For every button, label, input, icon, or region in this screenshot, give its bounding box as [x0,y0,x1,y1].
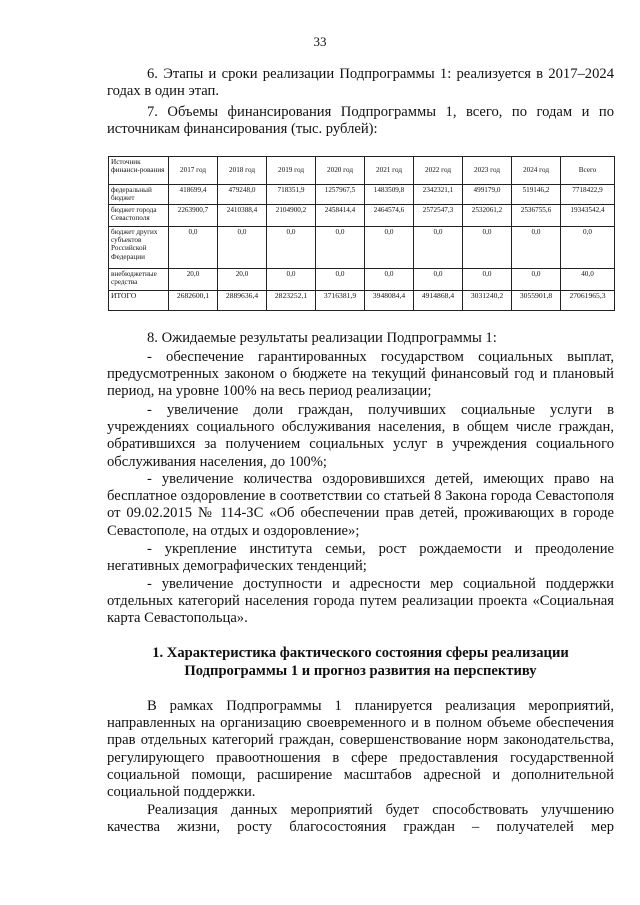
table-header-cell: 2022 год [414,157,463,185]
item-8-results: 8. Ожидаемые результаты реализации Подпрограммы 1: [147,330,497,346]
table-cell: 418699,4 [169,185,218,205]
table-cell: 0,0 [267,227,316,269]
table-header-cell: 2024 год [512,157,561,185]
table-cell: 0,0 [365,269,414,291]
table-cell: 7718422,9 [561,185,615,205]
table-cell: 479248,0 [218,185,267,205]
table-cell: федеральный бюджет [109,185,169,205]
table-cell: 2410388,4 [218,205,267,227]
table-cell: 0,0 [463,269,512,291]
table-cell: 3716381,9 [316,291,365,311]
table-row [109,227,615,269]
table-cell: 0,0 [365,227,414,269]
table-cell: 0,0 [414,269,463,291]
table-cell: 40,0 [561,269,615,291]
table-row [109,205,615,227]
table-cell: 718351,9 [267,185,316,205]
table-cell: 3948084,4 [365,291,414,311]
table-cell: 2458414,4 [316,205,365,227]
result-bullet: - обеспечение гарантированных государством социальных выплат, предусмотренных законом о бюджете на текущий финансовый год и плановый период, на уровне 100% на весь период реализации; [107,349,614,400]
table-cell: 0,0 [414,227,463,269]
body-paragraph: В рамках Подпрограммы 1 планируется реализация мероприятий, направленных на организацию своевременного и в полном объеме обеспечения прав отдельных категорий граждан, совершенствование норм законодательства, регулирующего правоотношения в сфере предоставления государственной социальной помощи, расширение масштабов адресной и дополнительной социальной поддержки. [107,698,614,801]
table-header-cell: 2019 год [267,157,316,185]
table-cell: 2682600,1 [169,291,218,311]
table-cell: 1257967,5 [316,185,365,205]
table-cell: 0,0 [169,227,218,269]
table-cell: 2823252,1 [267,291,316,311]
table-cell: 3055901,8 [512,291,561,311]
table-cell: 2263900,7 [169,205,218,227]
result-bullet: - увеличение доли граждан, получивших социальные услуги в учреждениях социального обслуживания населения, в общем числе граждан, обратившихся за получением социальных услуг в учреждения социального обслуживания населения, до 100%; [107,402,614,470]
section-heading: Подпрограммы 1 и прогноз развития на перспективу [184,663,537,679]
table-cell: 2342321,1 [414,185,463,205]
table-header-cell: 2018 год [218,157,267,185]
result-bullet: - укрепление института семьи, рост рождаемости и преодоление негативных демографических тенденций; [107,541,614,575]
table-cell: 499179,0 [463,185,512,205]
table-header-row [109,157,615,185]
table-cell: 2104900,2 [267,205,316,227]
table-header-cell: 2021 год [365,157,414,185]
table-cell: 2532061,2 [463,205,512,227]
table-cell: 2536755,6 [512,205,561,227]
table-cell: внебюджетные средства [109,269,169,291]
table-header-cell: Источник финанси-рования [109,157,169,185]
table-cell: 3031240,2 [463,291,512,311]
table-row [109,185,615,205]
table-cell: 519146,2 [512,185,561,205]
section-heading: 1. Характеристика фактического состояния сферы реализации [152,645,569,661]
result-bullet: - увеличение количества оздоровившихся детей, имеющих право на бесплатное оздоровление в соответствии со статьей 8 Закона города Севастополя от 09.02.2015 № 114-ЗС «Об обеспечении прав детей, проживающих в городе Севастополе, на отдых и оздоровление»; [107,471,614,539]
table-cell: 0,0 [267,269,316,291]
table-cell: 0,0 [316,227,365,269]
table-header-cell: 2023 год [463,157,512,185]
table-cell: 2889636,4 [218,291,267,311]
table-cell: 0,0 [512,269,561,291]
table-row [109,269,615,291]
table-cell: бюджет города Севастополя [109,205,169,227]
body-paragraph: Реализация данных мероприятий будет способствовать улучшению качества жизни, росту благосостояния граждан – получателей мер [107,802,614,836]
item-6-stages: 6. Этапы и сроки реализации Подпрограммы 1: реализуется в 2017–2024 годах в один этап. [107,66,614,100]
table-cell: 0,0 [316,269,365,291]
table-header-cell: 2017 год [169,157,218,185]
table-cell: 2464574,6 [365,205,414,227]
table-header-cell: 2020 год [316,157,365,185]
table-cell: 0,0 [512,227,561,269]
result-bullet: - увеличение доступности и адресности мер социальной поддержки отдельных категорий населения города путем реализации проекта «Социальная карта Севастопольца». [107,576,614,627]
table-cell: 20,0 [218,269,267,291]
table-header-cell: Всего [561,157,615,185]
table-cell: 0,0 [463,227,512,269]
table-cell: 0,0 [218,227,267,269]
table-cell: 4914868,4 [414,291,463,311]
table-cell: 0,0 [561,227,615,269]
table-cell: 27061965,3 [561,291,615,311]
table-cell: 1483509,8 [365,185,414,205]
table-cell: 19343542,4 [561,205,615,227]
funding-table [108,156,615,311]
table-row-total [109,291,615,311]
table-cell: 20,0 [169,269,218,291]
item-7-funding: 7. Объемы финансирования Подпрограммы 1, всего, по годам и по источникам финансирования (тыс. рублей): [107,104,614,138]
page-number: 33 [313,34,327,49]
table-cell: бюджет других субъектов Российской Федерации [109,227,169,269]
table-cell: 2572547,3 [414,205,463,227]
table-cell: ИТОГО [109,291,169,311]
